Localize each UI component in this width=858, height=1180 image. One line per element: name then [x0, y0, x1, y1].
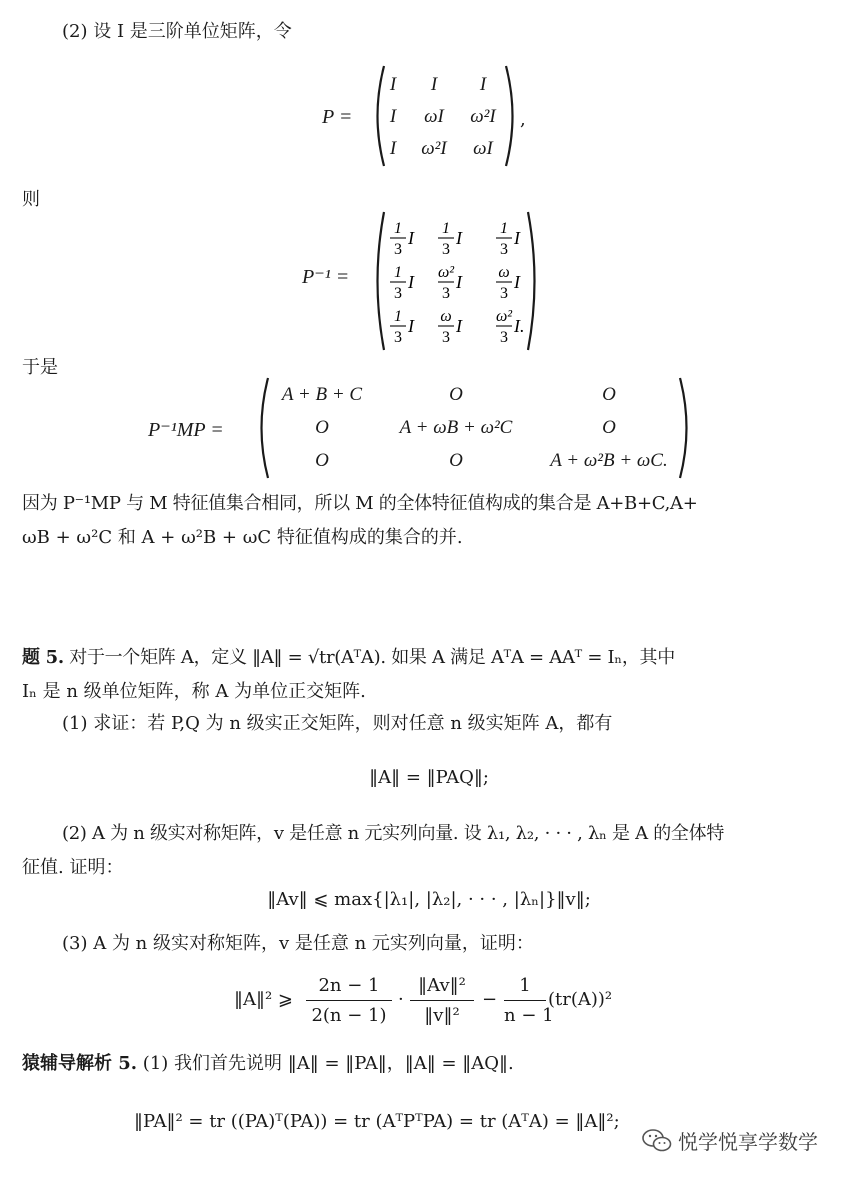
question-1: (1) 求证：若 P,Q 为 n 级实正交矩阵，则对任意 n 级实矩阵 A，都有 [62, 713, 613, 734]
eq3-tail: (tr(A))² [548, 989, 613, 1010]
p-inv-entry [496, 308, 525, 346]
p-inv-entry [496, 220, 521, 258]
p-inv-lhs: P⁻¹ = [302, 266, 350, 288]
question-3: (3) A 为 n 级实对称矩阵，v 是任意 n 元实列向量，证明： [62, 933, 534, 954]
p-cell: I [479, 74, 487, 95]
p-inv-symbol: I [408, 316, 414, 336]
p-inv-numerator: 1 [394, 308, 402, 325]
p-cell: ω²I [470, 106, 496, 127]
p-inv-denominator: 3 [394, 285, 402, 302]
eq3-frac2-bar [410, 1000, 474, 1001]
watermark-text: 悦学悦享学数学 [678, 1130, 818, 1154]
eq3-frac1-den: 2(n − 1) [311, 1005, 387, 1026]
p-inv-numerator: ω [498, 264, 510, 281]
p-inv-numerator: 1 [500, 220, 508, 237]
then-word: 则 [22, 189, 40, 210]
p-inv-denominator: 3 [442, 241, 450, 258]
p-inv-entry [390, 220, 415, 258]
pmp-cell: A + ω²B + ωC. [550, 450, 668, 471]
pmp-cell: O [315, 417, 329, 438]
p-inv-denominator: 3 [500, 329, 508, 346]
p-cell: I [389, 138, 397, 159]
p-inv-symbol: I [408, 272, 414, 292]
eq3-frac1-bar [306, 1000, 392, 1001]
p-cell: I [389, 106, 397, 127]
equation-1: ‖A‖ = ‖PAQ‖; [369, 767, 489, 788]
p-inv-entry [438, 264, 463, 302]
eq3-frac3-den: n − 1 [504, 1005, 554, 1026]
eq3-frac3-bar [504, 1000, 546, 1001]
pmp-cell: O [602, 384, 616, 405]
p-inv-numerator: 1 [394, 264, 402, 281]
problem-5-title: 题 5. [22, 647, 64, 668]
solution-line-1: (1) 我们首先说明 ‖A‖ = ‖PA‖，‖A‖ = ‖AQ‖. [142, 1053, 514, 1074]
p-inv-denominator: 3 [442, 285, 450, 302]
p-inv-denominator: 3 [442, 329, 450, 346]
pmp-cell: O [315, 450, 329, 471]
because-line-1: 因为 P⁻¹MP 与 M 特征值集合相同，所以 M 的全体特征值构成的集合是 A+B+C,A+ [22, 493, 698, 514]
equation-2: ‖Av‖ ⩽ max{|λ₁|, |λ₂|, · · · , |λₙ|}‖v‖; [267, 889, 591, 910]
p-inv-symbol: I [408, 228, 414, 248]
p-cell: ωI [473, 138, 493, 159]
pmp-cell: O [449, 450, 463, 471]
p-cell: ωI [424, 106, 444, 127]
wechat-icon [642, 1128, 672, 1154]
problem-5-line-1: 对于一个矩阵 A，定义 ‖A‖ = √tr(AᵀA). 如果 A 满足 AᵀA = AAᵀ = Iₙ，其中 [69, 647, 675, 668]
eq3-dot: · [398, 989, 404, 1010]
pmp-cell: A + ωB + ω²C [399, 417, 513, 438]
p-inv-denominator: 3 [394, 241, 402, 258]
p-inv-symbol: I [456, 228, 462, 248]
pmp-cell: O [449, 384, 463, 405]
p-inv-symbol: I [456, 272, 462, 292]
problem-5-line-2: Iₙ 是 n 级单位矩阵，称 A 为单位正交矩阵. [22, 681, 366, 702]
p-inv-denominator: 3 [394, 329, 402, 346]
eq3-frac2-num: ‖Av‖² [418, 975, 466, 996]
p-inv-entry [496, 264, 521, 302]
p-inv-numerator: ω [440, 308, 452, 325]
p-inv-entry [390, 308, 415, 346]
pmp-cell: A + B + C [281, 384, 363, 405]
question-2-line-1: (2) A 为 n 级实对称矩阵，v 是任意 n 元实列向量. 设 λ₁, λ₂, · · · , λₙ 是 A 的全体特 [62, 823, 725, 844]
p-inv-entry [390, 264, 415, 302]
pmp-lhs: P⁻¹MP = [148, 419, 224, 441]
question-2-line-2: 征值. 证明： [22, 857, 124, 878]
p-inv-symbol: I. [514, 316, 525, 336]
eq3-frac2-den: ‖v‖² [424, 1005, 460, 1026]
p-cell: I [430, 74, 438, 95]
p-inv-entries [380, 210, 540, 352]
p-trailing-comma: , [520, 109, 526, 130]
because-line-2: ωB + ω²C 和 A + ω²B + ωC 特征值构成的集合的并. [22, 527, 463, 548]
p-inv-numerator: 1 [442, 220, 450, 237]
hence-word: 于是 [22, 357, 58, 378]
pmp-cell: O [602, 417, 616, 438]
p-cell: I [389, 74, 397, 95]
p-inv-denominator: 3 [500, 285, 508, 302]
p-inv-symbol: I [514, 272, 520, 292]
p-inv-numerator: ω² [437, 264, 455, 281]
p-lhs: P = [322, 106, 353, 128]
p-inv-numerator: 1 [394, 220, 402, 237]
p-inv-numerator: ω² [495, 308, 513, 325]
solution-title: 猿辅导解析 5. [22, 1053, 138, 1074]
p-inv-denominator: 3 [500, 241, 508, 258]
solution-equation: ‖PA‖² = tr ((PA)ᵀ(PA)) = tr (AᵀPᵀPA) = tr (AᵀA) = ‖A‖²; [134, 1111, 620, 1132]
eq3-lhs: ‖A‖² ⩾ [234, 989, 294, 1010]
p-inv-symbol: I [514, 228, 520, 248]
watermark [642, 1126, 818, 1155]
part2-intro: (2) 设 I 是三阶单位矩阵，令 [62, 21, 292, 42]
p-cell: ω²I [421, 138, 447, 159]
p-inv-symbol: I [456, 316, 462, 336]
p-inv-entry [438, 308, 463, 346]
eq3-frac1-num: 2n − 1 [318, 975, 380, 996]
eq3-frac3-num: 1 [519, 975, 531, 996]
p-inv-entry [438, 220, 463, 258]
eq3-minus: − [482, 989, 498, 1010]
